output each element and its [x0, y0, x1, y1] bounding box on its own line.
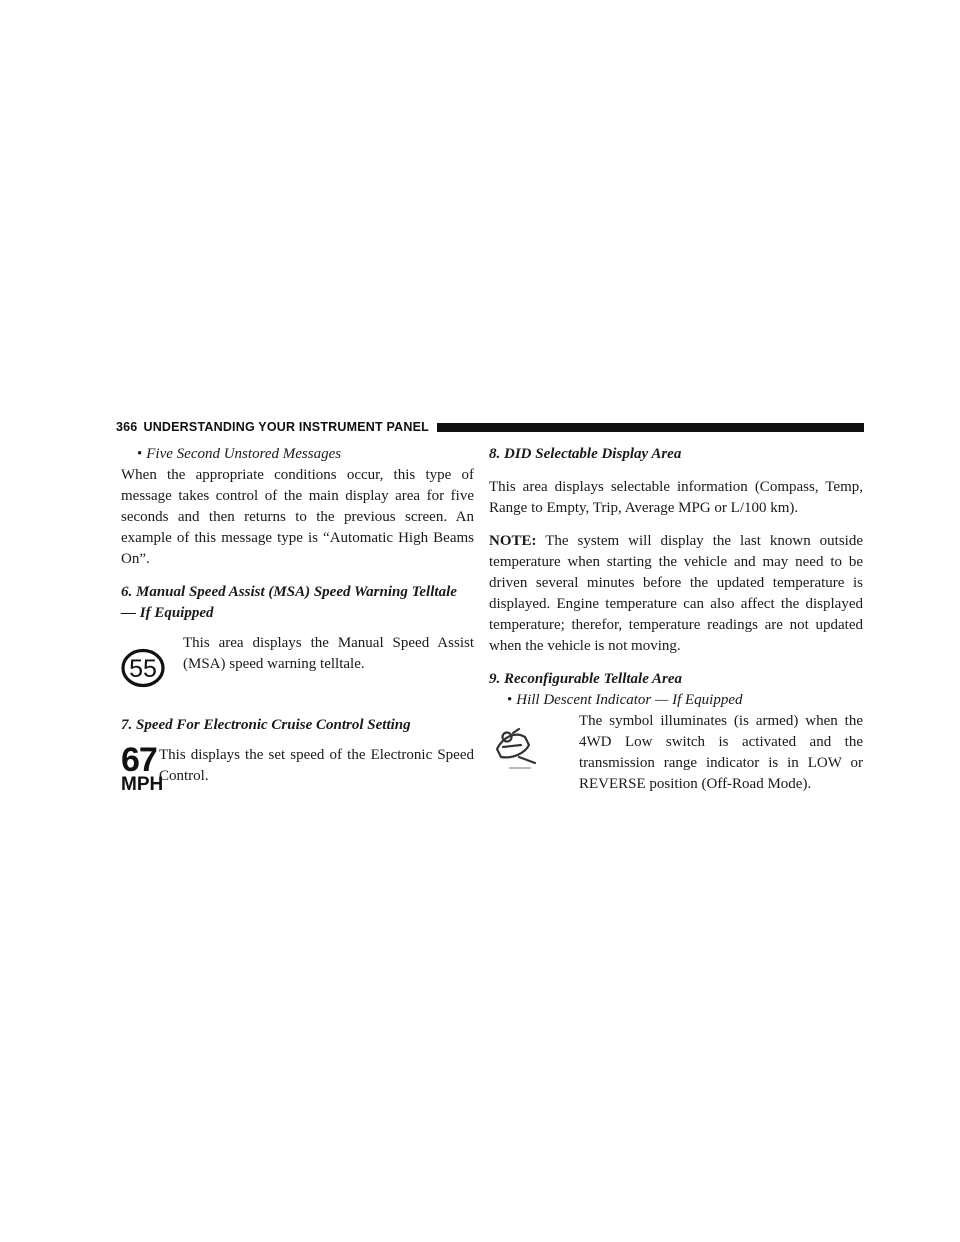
cruise-speed-description: This displays the set speed of the Electronic Speed Control. [159, 747, 474, 784]
five-second-paragraph: When the appropriate conditions occur, this type of message takes control of the main display area for five seconds and then returns to the previous screen. An example of this message type is “Automatic High Beams On”. [121, 467, 474, 567]
bullet-hill-descent: • Hill Descent Indicator — If Equipped [507, 690, 863, 711]
hill-descent-icon [489, 723, 559, 782]
section-title: UNDERSTANDING YOUR INSTRUMENT PANEL [143, 420, 429, 434]
hill-descent-description: The symbol illuminates (is armed) when the 4WD Low switch is activated and the transmission range indicator is in LOW or REVERSE position (Off-Road Mode). [579, 713, 863, 792]
bullet-five-second-messages: • Five Second Unstored Messages [137, 444, 474, 465]
left-column [121, 444, 474, 795]
section-7-heading: 7. Speed For Electronic Cruise Control Setting [121, 717, 411, 733]
hill-descent-row [489, 711, 863, 795]
section-8-heading: 8. DID Selectable Display Area [489, 446, 682, 462]
cruise-speed-row [121, 741, 474, 795]
header-rule [437, 423, 864, 432]
section-9-heading: 9. Reconfigurable Telltale Area [489, 671, 683, 687]
page-number: 366 [116, 420, 138, 434]
msa-description: This area displays the Manual Speed Assist (MSA) speed warning telltale. [183, 635, 474, 672]
msa-icon-number: 55 [129, 655, 157, 683]
note-paragraph [489, 531, 863, 657]
section-6-heading: 6. Manual Speed Assist (MSA) Speed Warning Telltale — If Equipped [121, 584, 457, 621]
section-8-paragraph: This area displays selectable information (Compass, Temp, Range to Empty, Trip, Average MPG or L/100 km). [489, 479, 863, 516]
set-speed-value: 67 [121, 741, 157, 779]
msa-speed-warning-icon [121, 648, 166, 695]
set-speed-unit: MPH [121, 774, 164, 795]
note-text: The system will display the last known outside temperature when starting the vehicle and may need to be driven several minutes before the updated temperature is displayed. Engine temperature can also affect the displayed temperature; therefor, temperature readings are not updated when the vehicle is not moving. [489, 533, 863, 654]
msa-telltale-row [121, 633, 474, 695]
note-label: NOTE: [489, 533, 537, 549]
page-header [116, 420, 864, 434]
right-column [489, 444, 863, 795]
cruise-speed-readout [121, 741, 164, 795]
